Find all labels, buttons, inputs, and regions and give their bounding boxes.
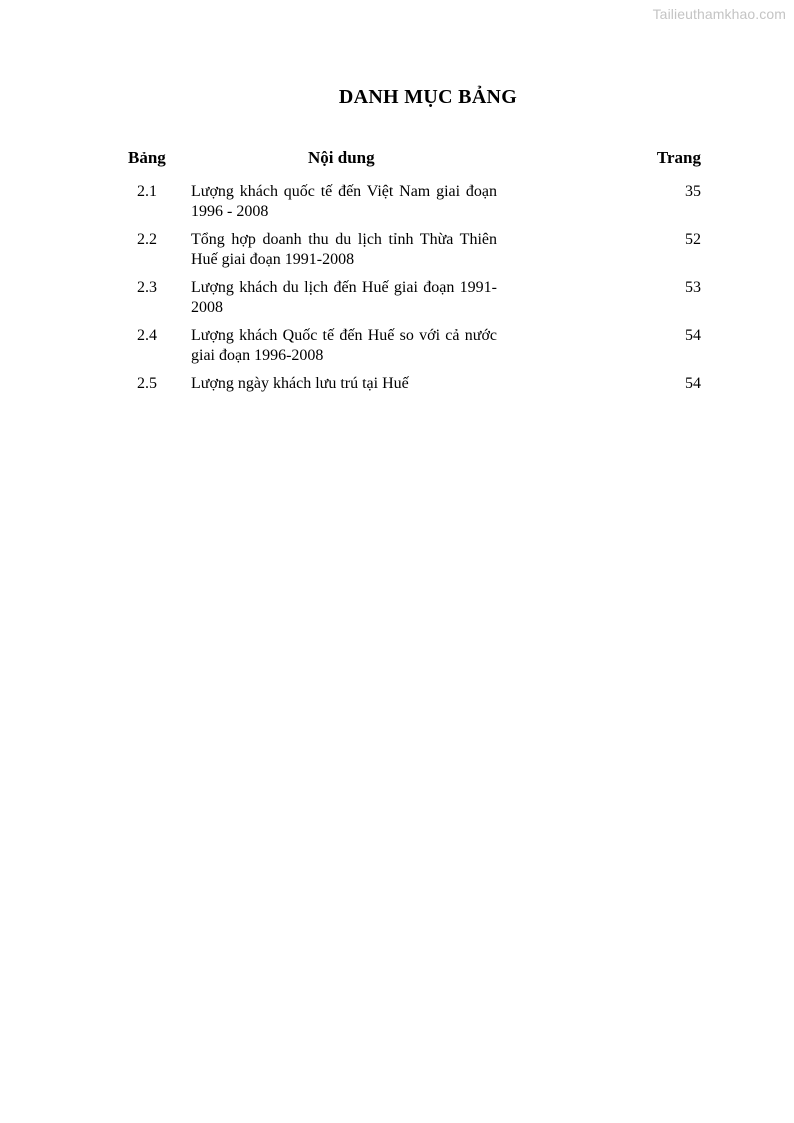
row-content: Lượng khách du lịch đến Huế giai đoạn 1991-2008 bbox=[191, 279, 497, 316]
row-content: Lượng khách quốc tế đến Việt Nam giai đoạn 1996 - 2008 bbox=[191, 183, 497, 220]
row-number: 2.5 bbox=[137, 375, 157, 392]
row-number: 2.3 bbox=[137, 279, 157, 296]
row-page: 52 bbox=[685, 231, 701, 248]
table-header bbox=[0, 146, 794, 170]
row-number: 2.4 bbox=[137, 327, 157, 344]
row-page: 54 bbox=[685, 375, 701, 392]
row-page: 53 bbox=[685, 279, 701, 296]
row-number: 2.2 bbox=[137, 231, 157, 248]
row-content: Lượng khách Quốc tế đến Huế so với cả nước giai đoạn 1996-2008 bbox=[191, 327, 497, 364]
row-number: 2.1 bbox=[137, 183, 157, 200]
table-body bbox=[0, 180, 794, 420]
row-content: Tổng hợp doanh thu du lịch tỉnh Thừa Thiên Huế giai đoạn 1991-2008 bbox=[191, 231, 497, 268]
table-row bbox=[0, 324, 794, 372]
table-row bbox=[0, 276, 794, 324]
table-row bbox=[0, 180, 794, 228]
table-row bbox=[0, 372, 794, 420]
header-trang: Trang bbox=[656, 148, 701, 167]
row-page: 54 bbox=[685, 327, 701, 344]
header-noi-dung: Nội dung bbox=[308, 148, 375, 167]
header-bang: Bảng bbox=[128, 148, 166, 167]
row-page: 35 bbox=[685, 183, 701, 200]
table-row bbox=[0, 228, 794, 276]
watermark-text: Tailieuthamkhao.com bbox=[652, 6, 786, 22]
row-content: Lượng ngày khách lưu trú tại Huế bbox=[191, 375, 409, 392]
page-title: DANH MỤC BẢNG bbox=[338, 86, 518, 108]
